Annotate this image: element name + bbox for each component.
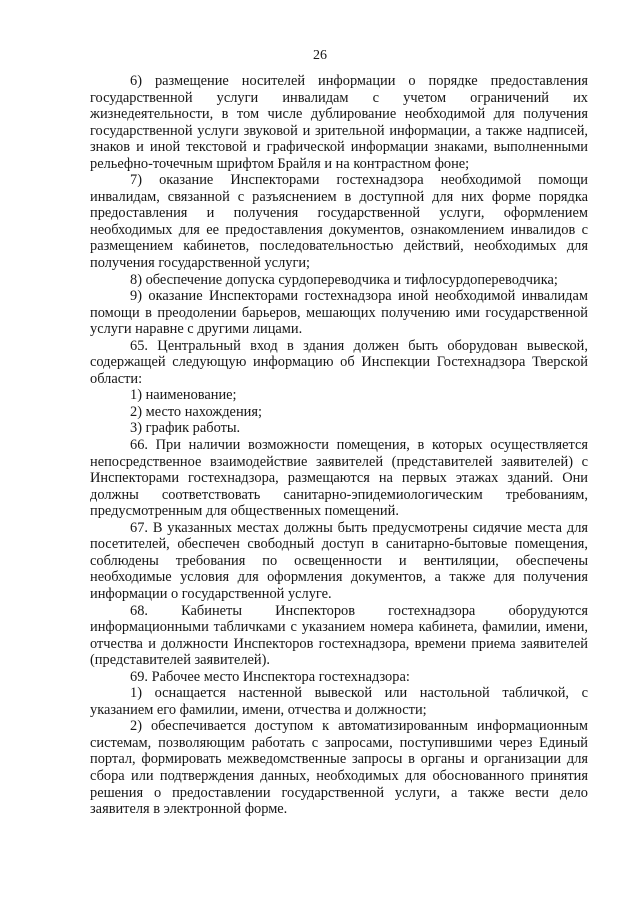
paragraph-clause-69: 69. Рабочее место Инспектора гостехнадзора: <box>130 668 410 685</box>
paragraph-clause-68: 68. Кабинеты Инспекторов гостехнадзора оборудуются информационными табличками с указанием номера кабинета, фамилии, имени, отчества и должности Инспекторов гостехнадзора, времени приема заявителей (представителей заявителей). <box>90 602 588 669</box>
paragraph-clause-65-item-1: 1) наименование; <box>130 387 237 404</box>
paragraph-item-8: 8) обеспечение допуска сурдопереводчика и тифлосурдопереводчика; <box>130 271 558 288</box>
paragraph-clause-65-item-3: 3) график работы. <box>130 420 241 437</box>
document-body <box>90 73 588 818</box>
paragraph-item-6: 6) размещение носителей информации о порядке предоставления государственной услуги инвалидам с учетом ограничений их жизнедеятельности, в том числе дублирование необходимой для получения государственной услуги звуковой и зрительной информации, а также надписей, знаков и иной текстовой и графической информации знаками, выполненными рельефно-точечным шрифтом Брайля и на контрастном фоне; <box>90 73 588 172</box>
paragraph-clause-65: 65. Центральный вход в здания должен быть оборудован вывеской, содержащей следующую информацию об Инспекции Гостехнадзора Тверской области: <box>90 337 588 387</box>
paragraph-item-9: 9) оказание Инспекторами гостехнадзора иной необходимой инвалидам помощи в преодолении барьеров, мешающих получению ими государственной услуги наравне с другими лицами. <box>90 288 588 338</box>
paragraph-clause-67: 67. В указанных местах должны быть предусмотрены сидячие места для посетителей, обеспечен свободный доступ в санитарно-бытовые помещения, соблюдены требования по освещенности и вентиляции, обеспечены необходимые условия для оформления документов, а также для получения информации о государственной услуге. <box>90 519 588 602</box>
paragraph-clause-69-item-1: 1) оснащается настенной вывеской или настольной табличкой, с указанием его фамилии, имени, отчества и должности; <box>90 685 588 718</box>
paragraph-clause-66: 66. При наличии возможности помещения, в которых осуществляется непосредственное взаимодействие заявителей (представителей заявителей) с Инспекторами гостехнадзора, размещаются на первых этажах зданий. Они должны соответствовать санитарно-эпидемиологическим требованиям, предусмотренным для общественных помещений. <box>90 437 588 520</box>
page-number: 26 <box>313 48 327 63</box>
paragraph-item-7: 7) оказание Инспекторами гостехнадзора необходимой помощи инвалидам, связанной с разъяснением в доступной для них форме порядка предоставления и получения государственной услуги, оформлением необходимых для ее предоставления документов, ознакомлением инвалидов с размещением кабинетов, последовательностью действий, необходимых для получения государственной услуги; <box>90 172 588 272</box>
paragraph-clause-69-item-2: 2) обеспечивается доступом к автоматизированным информационным системам, позволяющим работать с запросами, поступившими через Единый портал, формировать межведомственные запросы в органы и организации для сбора или подтверждения данных, необходимых для обоснованного принятия решения о предоставлении государственной услуги, а также вести дело заявителя в электронной форме. <box>90 718 588 818</box>
paragraph-clause-65-item-2: 2) место нахождения; <box>130 403 262 420</box>
